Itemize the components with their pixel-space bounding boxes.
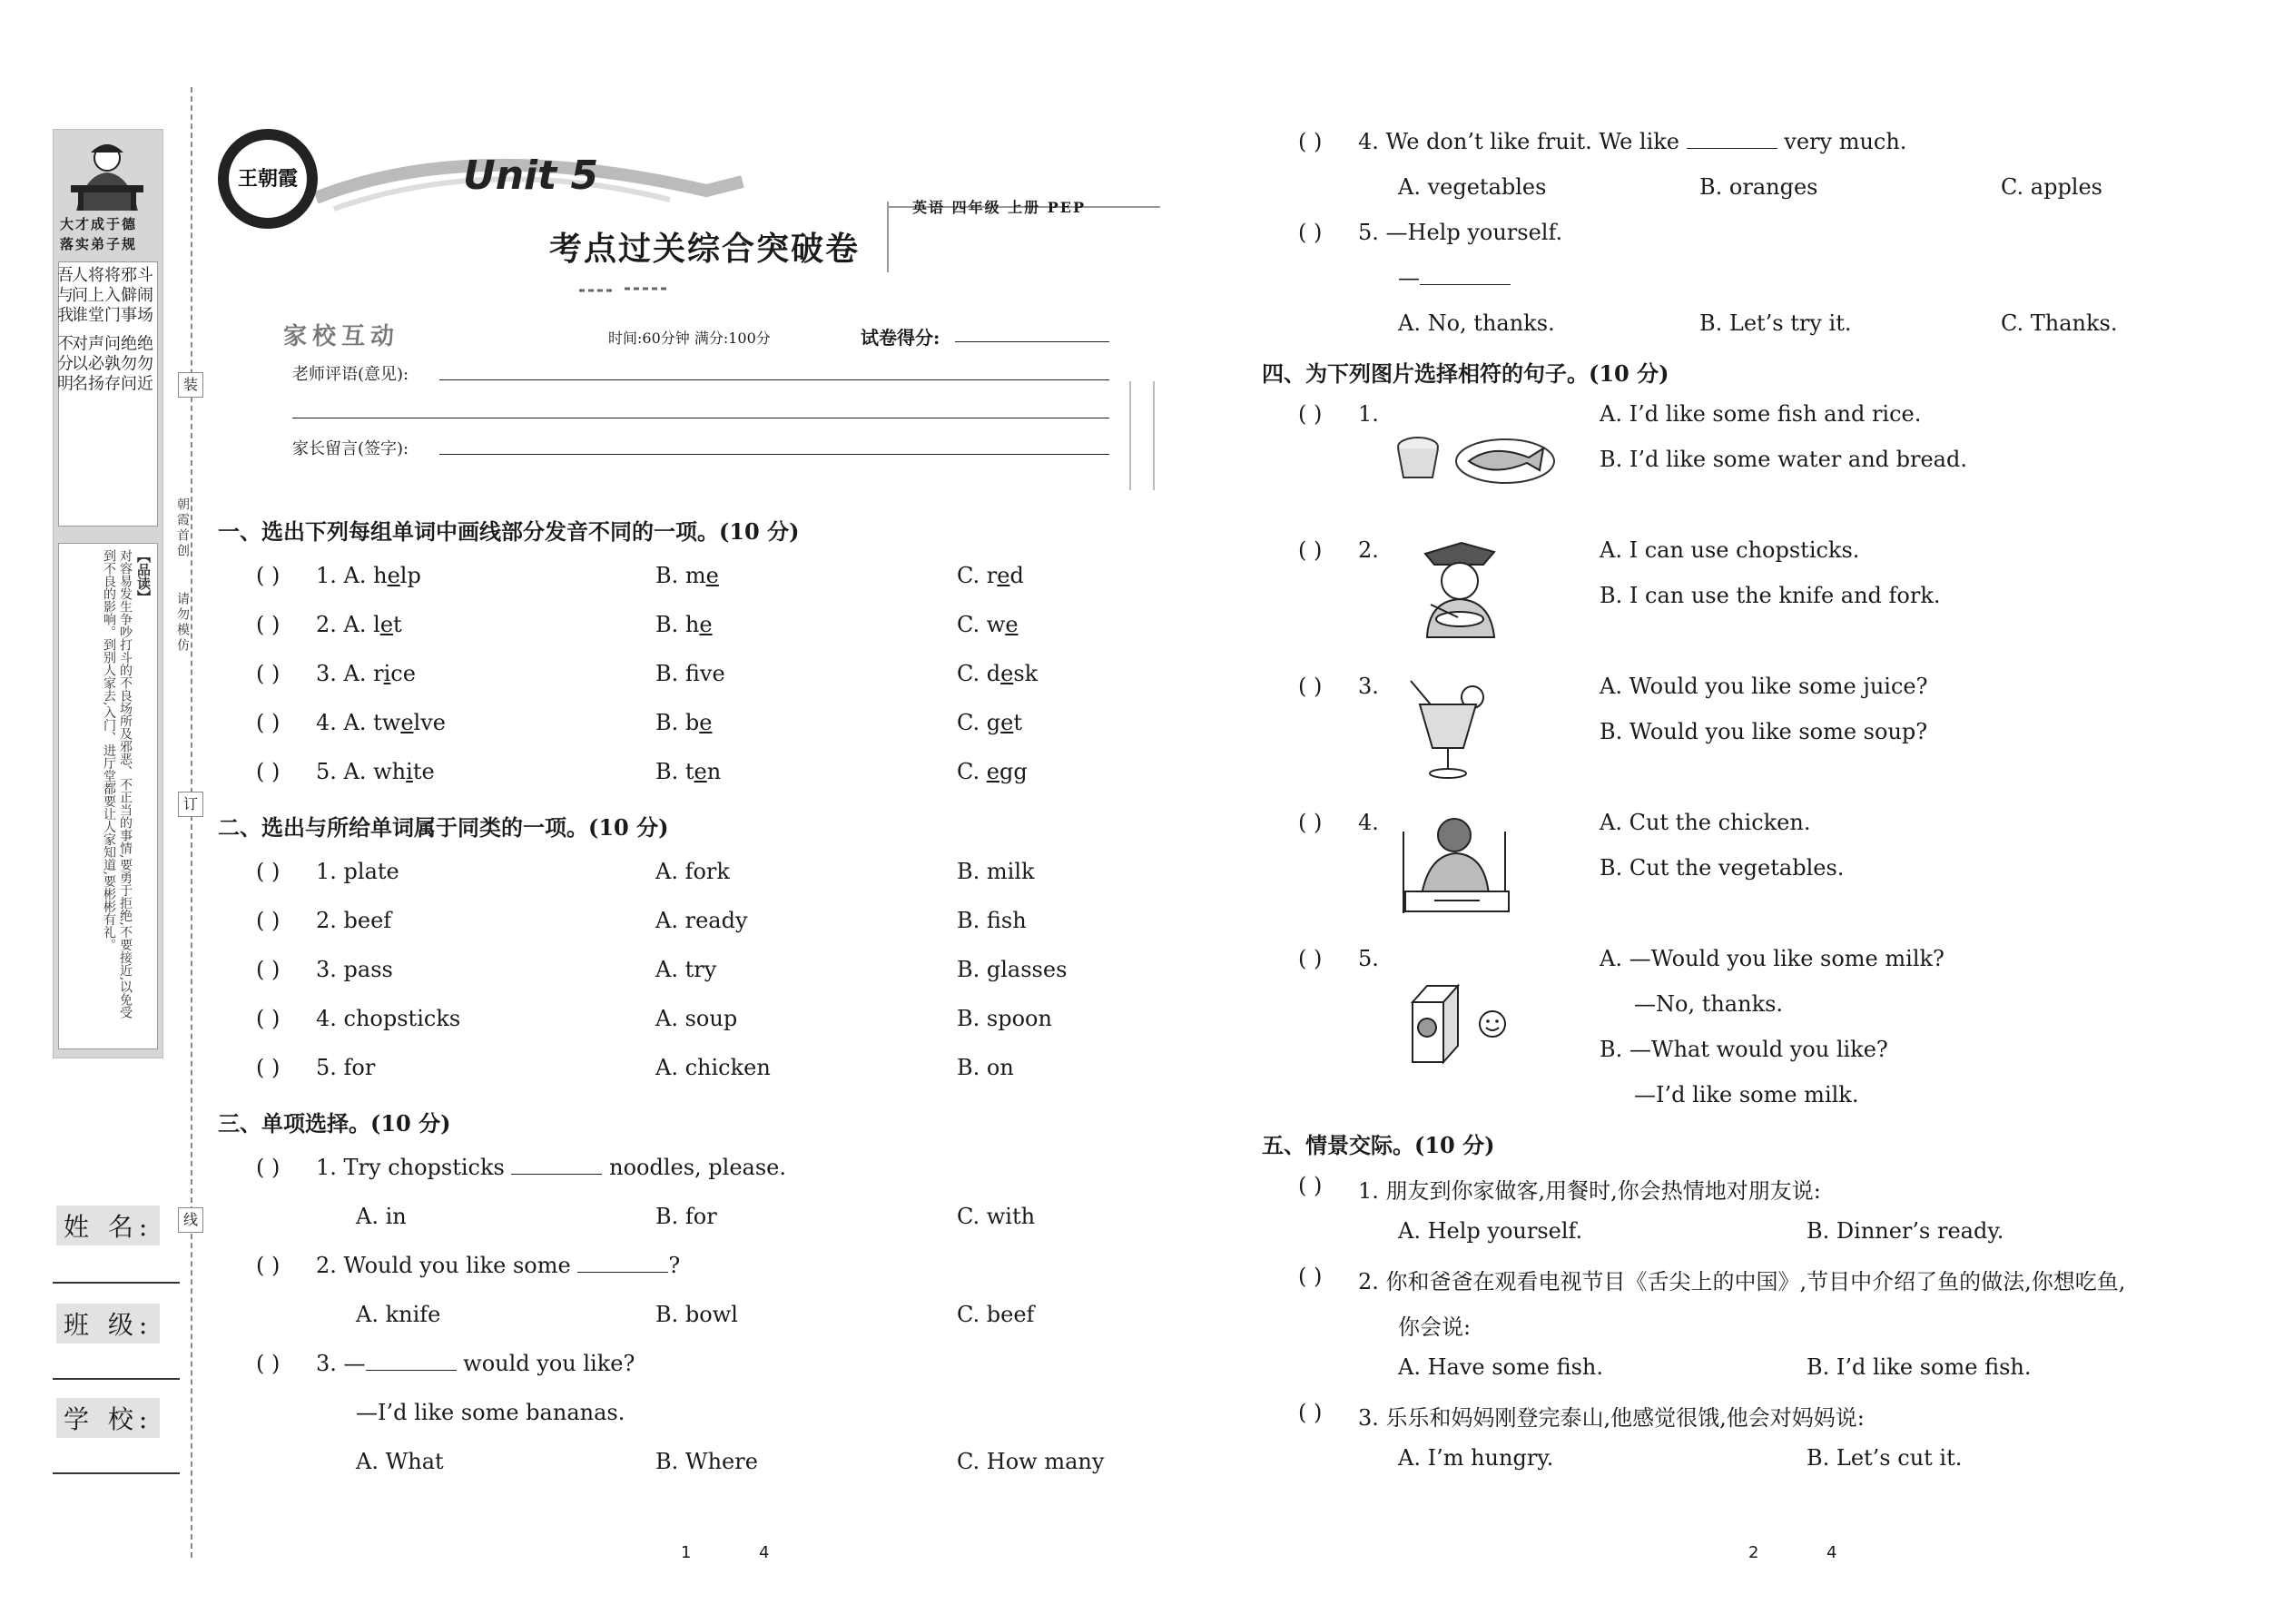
maxim-column: 人问谁 对以名	[69, 266, 88, 395]
maxim-column: 邪僻事 绝勿问	[118, 266, 137, 395]
question-word: 4. chopsticks	[316, 1006, 461, 1031]
dialogue-line: —I’d like some milk.	[1634, 1082, 1859, 1107]
page-number: 1	[681, 1543, 692, 1562]
option-b[interactable]: B. Dinner’s ready.	[1807, 1218, 2004, 1244]
option-b[interactable]: B. fve	[655, 661, 725, 686]
option-c[interactable]: C. get	[957, 710, 1022, 735]
section-5-title: 五、情景交际。(10 分)	[1262, 1132, 1495, 1158]
option-c[interactable]: C. desk	[957, 661, 1039, 686]
answer-paren[interactable]: ( )	[256, 1006, 281, 1031]
option-a[interactable]: A. I’m hungry.	[1398, 1445, 1554, 1471]
option-b[interactable]: B. oranges	[1699, 174, 1818, 200]
item-number: 3.	[1358, 674, 1379, 699]
page-total: 4	[759, 1543, 770, 1562]
edition-label: 英语 四年级 上册 PEP	[912, 199, 1086, 216]
option-a[interactable]: A. What	[356, 1449, 444, 1474]
page-total: 4	[1826, 1543, 1837, 1562]
reading-box	[58, 543, 158, 1049]
answer-paren[interactable]: ( )	[1298, 220, 1323, 245]
answer-paren[interactable]: ( )	[256, 859, 281, 884]
maxim-column: 将上堂 声必扬	[85, 266, 104, 395]
question-text: 4. We don’t like fruit. We like very much.	[1358, 129, 1907, 154]
option-a[interactable]: A. Have some fish.	[1398, 1354, 1603, 1380]
question-word: 5. for	[316, 1055, 376, 1080]
dialogue-line: —	[1398, 265, 1511, 290]
question-text-cont: 你会说:	[1398, 1314, 1472, 1340]
question-text: 5. —Help yourself.	[1358, 220, 1563, 245]
page-number: 2	[1748, 1543, 1759, 1562]
option-c[interactable]: C. egg	[957, 759, 1028, 784]
option-b[interactable]: B. for	[655, 1204, 717, 1229]
option-a[interactable]: A. Would you like some juice?	[1600, 674, 1928, 699]
question-text: 2. Would you like some ?	[316, 1253, 681, 1278]
option-a[interactable]: A. chicken	[655, 1055, 771, 1080]
boy-eating-noodles-picture	[1407, 541, 1507, 641]
cut-mark: 装	[178, 372, 203, 398]
option-b[interactable]: B. spoon	[957, 1006, 1052, 1031]
section-2-title: 二、选出与所给单词属于同类的一项。(10 分)	[218, 814, 669, 841]
answer-paren[interactable]: ( )	[256, 710, 281, 735]
maxim-column: 将入门 问孰存	[102, 266, 121, 395]
option-c[interactable]: C. red	[957, 563, 1024, 588]
milk-carton-picture	[1405, 980, 1514, 1068]
question-word: 2. beef	[316, 908, 392, 933]
answer-paren[interactable]: ( )	[1298, 1400, 1323, 1425]
option-b[interactable]: B. he	[655, 612, 713, 637]
option-b[interactable]: B. fish	[957, 908, 1027, 933]
option-a[interactable]: A. I can use chopsticks.	[1600, 537, 1860, 563]
option-a[interactable]: A. Help yourself.	[1398, 1218, 1583, 1244]
question-text: 3. 乐乐和妈妈刚登完泰山,他感觉很饿,他会对妈妈说:	[1358, 1405, 1865, 1431]
reading-title: 【品读】	[135, 549, 152, 604]
answer-paren[interactable]: ( )	[256, 1155, 281, 1180]
binding-cut-line	[191, 87, 192, 1558]
answer-paren[interactable]: ( )	[256, 661, 281, 686]
question-word: 1. plate	[316, 859, 399, 884]
answer-paren[interactable]: ( )	[256, 1055, 281, 1080]
side-note-1: 朝霞首创	[175, 497, 190, 559]
option-a[interactable]: 4. A. twelve	[316, 710, 446, 735]
option-c[interactable]: C. Thanks.	[2001, 310, 2118, 336]
school-field[interactable]	[53, 1472, 180, 1474]
answer-paren[interactable]: ( )	[1298, 129, 1323, 154]
option-b[interactable]: B. Cut the vegetables.	[1600, 855, 1845, 881]
option-c[interactable]: C. beef	[957, 1302, 1035, 1327]
question-word: 3. pass	[316, 957, 393, 982]
section-4-title: 四、为下列图片选择相符的句子。(10 分)	[1262, 360, 1669, 387]
parent-message-label: 家长留言(签字):	[292, 439, 409, 458]
option-a[interactable]: 5. A. white	[316, 759, 435, 784]
option-b[interactable]: B. —What would you like?	[1600, 1037, 1888, 1062]
section-1-title: 一、选出下列每组单词中画线部分发音不同的一项。(10 分)	[218, 518, 800, 545]
option-c[interactable]: C. How many	[957, 1449, 1105, 1474]
name-label: 姓 名:	[56, 1206, 160, 1245]
option-a[interactable]: A. Cut the chicken.	[1600, 810, 1811, 835]
option-b[interactable]: B. milk	[957, 859, 1035, 884]
score-field[interactable]	[955, 341, 1109, 342]
option-b[interactable]: B. Where	[655, 1449, 758, 1474]
answer-paren[interactable]: ( )	[256, 957, 281, 982]
option-b[interactable]: B. me	[655, 563, 719, 588]
item-number: 5.	[1358, 946, 1379, 971]
score-label: 试卷得分:	[861, 327, 940, 349]
answer-paren[interactable]: ( )	[256, 759, 281, 784]
motto-line-2: 落实弟子规	[60, 236, 138, 252]
class-field[interactable]	[53, 1378, 180, 1380]
option-a[interactable]: 3. A. rice	[316, 661, 416, 686]
answer-paren[interactable]: ( )	[256, 563, 281, 588]
option-b[interactable]: B. Let’s cut it.	[1807, 1445, 1963, 1471]
reading-text: 对容易发生争吵打斗的不良场所及邪恶、不正当的事情,要勇于拒绝,不要接近,以免受到不良的影响。到别人家去,入门、进厅堂都要让人家知道,要彬彬有礼。	[102, 549, 133, 1019]
item-number: 2.	[1358, 537, 1379, 563]
teacher-comment-field[interactable]	[439, 379, 1109, 380]
paper-title: 考点过关综合突破卷	[549, 230, 861, 268]
answer-paren[interactable]: ( )	[1298, 401, 1323, 427]
parent-message-field[interactable]	[439, 454, 1109, 455]
dialogue-line: —I’d like some bananas.	[356, 1400, 625, 1425]
brand-logo-text: 王朝霞	[229, 140, 307, 218]
motto-line-1: 大才成于德	[60, 216, 138, 232]
option-a[interactable]: A. fork	[655, 859, 730, 884]
answer-paren[interactable]: ( )	[1298, 946, 1323, 971]
option-b[interactable]: B. ten	[655, 759, 722, 784]
option-b[interactable]: B. Let’s try it.	[1699, 310, 1852, 336]
option-c[interactable]: C. we	[957, 612, 1019, 637]
woman-cutting-vegetables-picture	[1398, 813, 1516, 919]
option-b[interactable]: B. glasses	[957, 957, 1068, 982]
item-number: 4.	[1358, 810, 1379, 835]
side-note-2: 请勿模仿	[175, 592, 190, 654]
home-school-badge: 家校互动	[283, 323, 400, 350]
option-a[interactable]: 1. A. help	[316, 563, 421, 588]
option-a[interactable]: A. No, thanks.	[1398, 310, 1555, 336]
question-text: 2. 你和爸爸在观看电视节目《舌尖上的中国》,节目中介绍了鱼的做法,你想吃鱼,	[1358, 1269, 2126, 1294]
section-3-title: 三、单项选择。(10 分)	[218, 1110, 451, 1137]
class-label: 班 级:	[56, 1304, 160, 1343]
cut-mark: 线	[178, 1207, 203, 1233]
answer-paren[interactable]: ( )	[256, 1351, 281, 1376]
question-text: 1. Try chopsticks noodles, please.	[316, 1155, 786, 1180]
option-c[interactable]: C. apples	[2001, 174, 2102, 200]
option-a[interactable]: A. ready	[655, 908, 748, 933]
question-text: 1. 朋友到你家做客,用餐时,你会热情地对朋友说:	[1358, 1178, 1821, 1204]
teacher-comment-label: 老师评语(意见):	[292, 365, 409, 384]
maxim-column: 斗闹场 绝勿近	[134, 266, 153, 395]
option-a[interactable]: A. in	[356, 1204, 407, 1229]
juice-glass-picture	[1407, 677, 1489, 781]
name-field[interactable]	[53, 1282, 180, 1284]
unit-title: Unit 5	[463, 153, 599, 199]
option-b[interactable]: B. Would you like some soup?	[1600, 719, 1928, 744]
option-b[interactable]: B. I’d like some fish.	[1807, 1354, 2032, 1380]
option-b[interactable]: B. be	[655, 710, 713, 735]
item-number: 1.	[1358, 401, 1379, 427]
option-b[interactable]: B. bowl	[655, 1302, 738, 1327]
answer-paren[interactable]: ( )	[256, 612, 281, 637]
scholar-illustration	[58, 134, 156, 211]
header-right-rule	[1129, 381, 1155, 490]
dialogue-line: —No, thanks.	[1634, 991, 1784, 1017]
option-a[interactable]: A. I’d like some fish and rice.	[1600, 401, 1922, 427]
option-a[interactable]: A. knife	[356, 1302, 441, 1327]
option-a[interactable]: 2. A. let	[316, 612, 402, 637]
answer-paren[interactable]: ( )	[1298, 537, 1323, 563]
answer-paren[interactable]: ( )	[1298, 810, 1323, 835]
option-c[interactable]: C. with	[957, 1204, 1036, 1229]
cut-mark: 订	[178, 792, 203, 817]
option-a[interactable]: A. —Would you like some milk?	[1600, 946, 1944, 971]
option-a[interactable]: A. try	[655, 957, 717, 982]
rice-and-fish-picture	[1393, 427, 1556, 487]
question-text: 3. — would you like?	[316, 1351, 635, 1376]
answer-paren[interactable]: ( )	[1298, 1173, 1323, 1198]
answer-paren[interactable]: ( )	[256, 908, 281, 933]
time-info: 时间:60分钟 满分:100分	[608, 330, 771, 347]
brand-logo	[218, 129, 318, 229]
answer-paren[interactable]: ( )	[1298, 1264, 1323, 1289]
answer-paren[interactable]: ( )	[256, 1253, 281, 1278]
option-a[interactable]: A. soup	[655, 1006, 738, 1031]
option-b[interactable]: B. I can use the knife and fork.	[1600, 583, 1941, 608]
school-label: 学 校:	[56, 1398, 160, 1438]
option-b[interactable]: B. on	[957, 1055, 1014, 1080]
answer-paren[interactable]: ( )	[1298, 674, 1323, 699]
option-b[interactable]: B. I’d like some water and bread.	[1600, 447, 1967, 472]
maxim-box	[54, 261, 158, 527]
option-a[interactable]: A. vegetables	[1398, 174, 1547, 200]
maxim-column: 吾与我 不分明	[54, 266, 74, 395]
